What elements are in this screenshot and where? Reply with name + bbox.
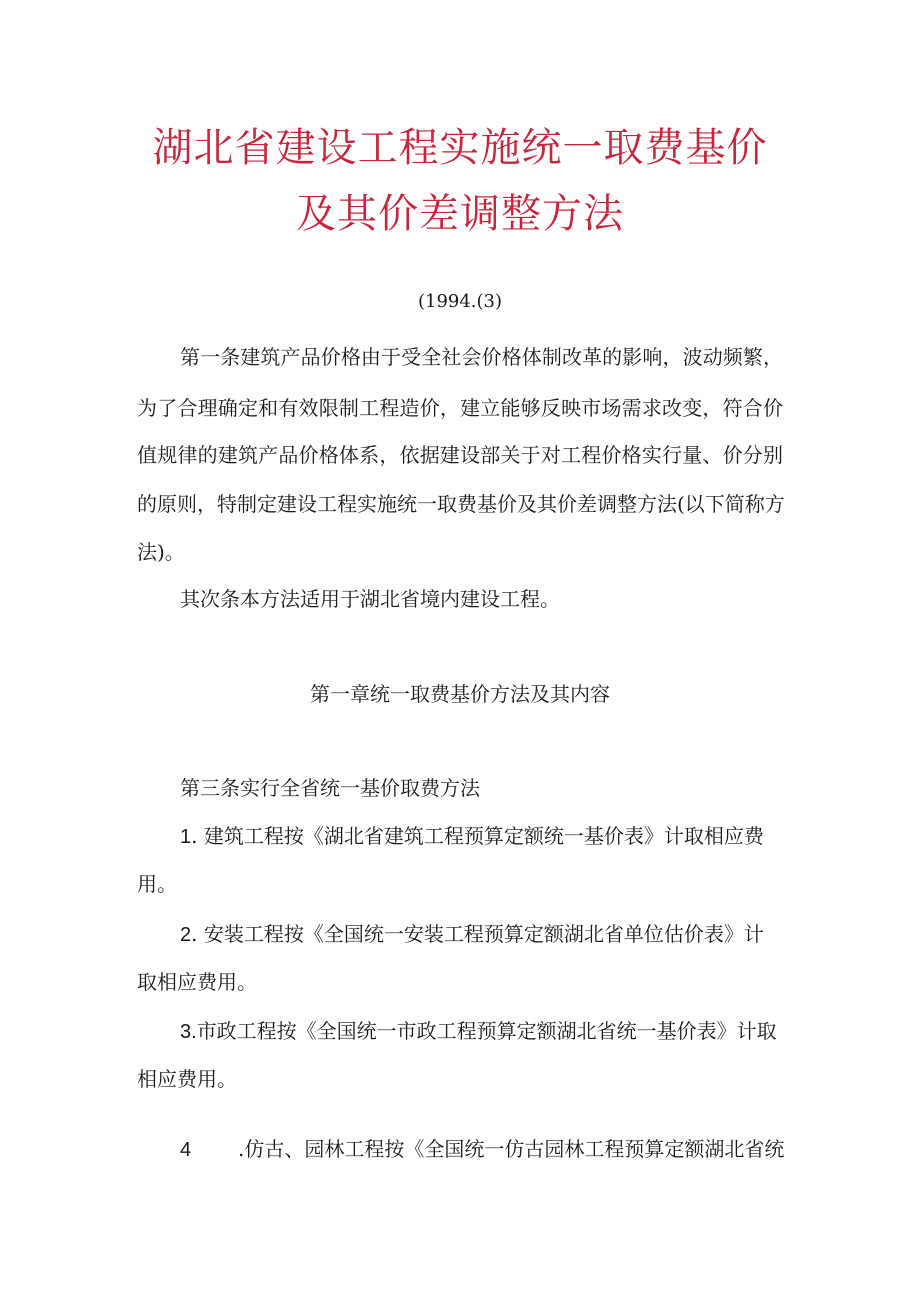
item-2-text: . 安装工程按《全国统一安装工程预算定额湖北省单位估价表》计 bbox=[191, 922, 764, 946]
item-2-line-1 bbox=[180, 919, 783, 950]
article-2: 其次条本方法适用于湖北省境内建设工程。 bbox=[180, 587, 560, 611]
article-1-line-1: 第一条建筑产品价格由于受全社会价格体制改革的影响，波动频繁， bbox=[180, 345, 783, 369]
item-1-number: 1 bbox=[180, 826, 192, 848]
item-1-text: . 建筑工程按《湖北省建筑工程预算定额统一基价表》计取相应费 bbox=[191, 824, 764, 848]
item-3-number: 3. bbox=[180, 1021, 197, 1043]
item-3-line-2: 相应费用。 bbox=[137, 1067, 237, 1091]
document-title-line-2: 及其价差调整方法 bbox=[296, 191, 624, 237]
article-1-line-3: 值规律的建筑产品价格体系，依据建设部关于对工程价格实行量、价分别 bbox=[137, 443, 783, 467]
item-4-text: .仿古、园林工程按《全国统一仿古园林工程预算定额湖北省统 bbox=[238, 1137, 785, 1161]
item-2-line-2: 取相应费用。 bbox=[137, 970, 257, 994]
article-1-line-4: 的原则，特制定建设工程实施统一取费基价及其价差调整方法(以下简称方 bbox=[137, 492, 785, 516]
item-4-number: 4 bbox=[180, 1139, 192, 1161]
article-1-line-2: 为了合理确定和有效限制工程造价，建立能够反映市场需求改变，符合价 bbox=[137, 396, 783, 420]
item-1-line-1 bbox=[180, 821, 783, 852]
document-title-line-1: 湖北省建设工程实施统一取费基价 bbox=[152, 125, 768, 171]
item-1-line-2: 用。 bbox=[137, 872, 177, 896]
item-2-number: 2 bbox=[180, 924, 192, 946]
document-date: (1994.(3) bbox=[417, 291, 503, 312]
article-1-line-5: 法)。 bbox=[137, 540, 185, 564]
chapter-1-heading: 第一章统一取费基价方法及其内容 bbox=[310, 682, 610, 706]
article-3: 第三条实行全省统一基价取费方法 bbox=[180, 776, 480, 800]
item-3-line-1 bbox=[180, 1016, 783, 1047]
item-3-text: 市政工程按《全国统一市政工程预算定额湖北省统一基价表》计取 bbox=[196, 1019, 777, 1043]
item-4-line-1 bbox=[180, 1134, 783, 1165]
